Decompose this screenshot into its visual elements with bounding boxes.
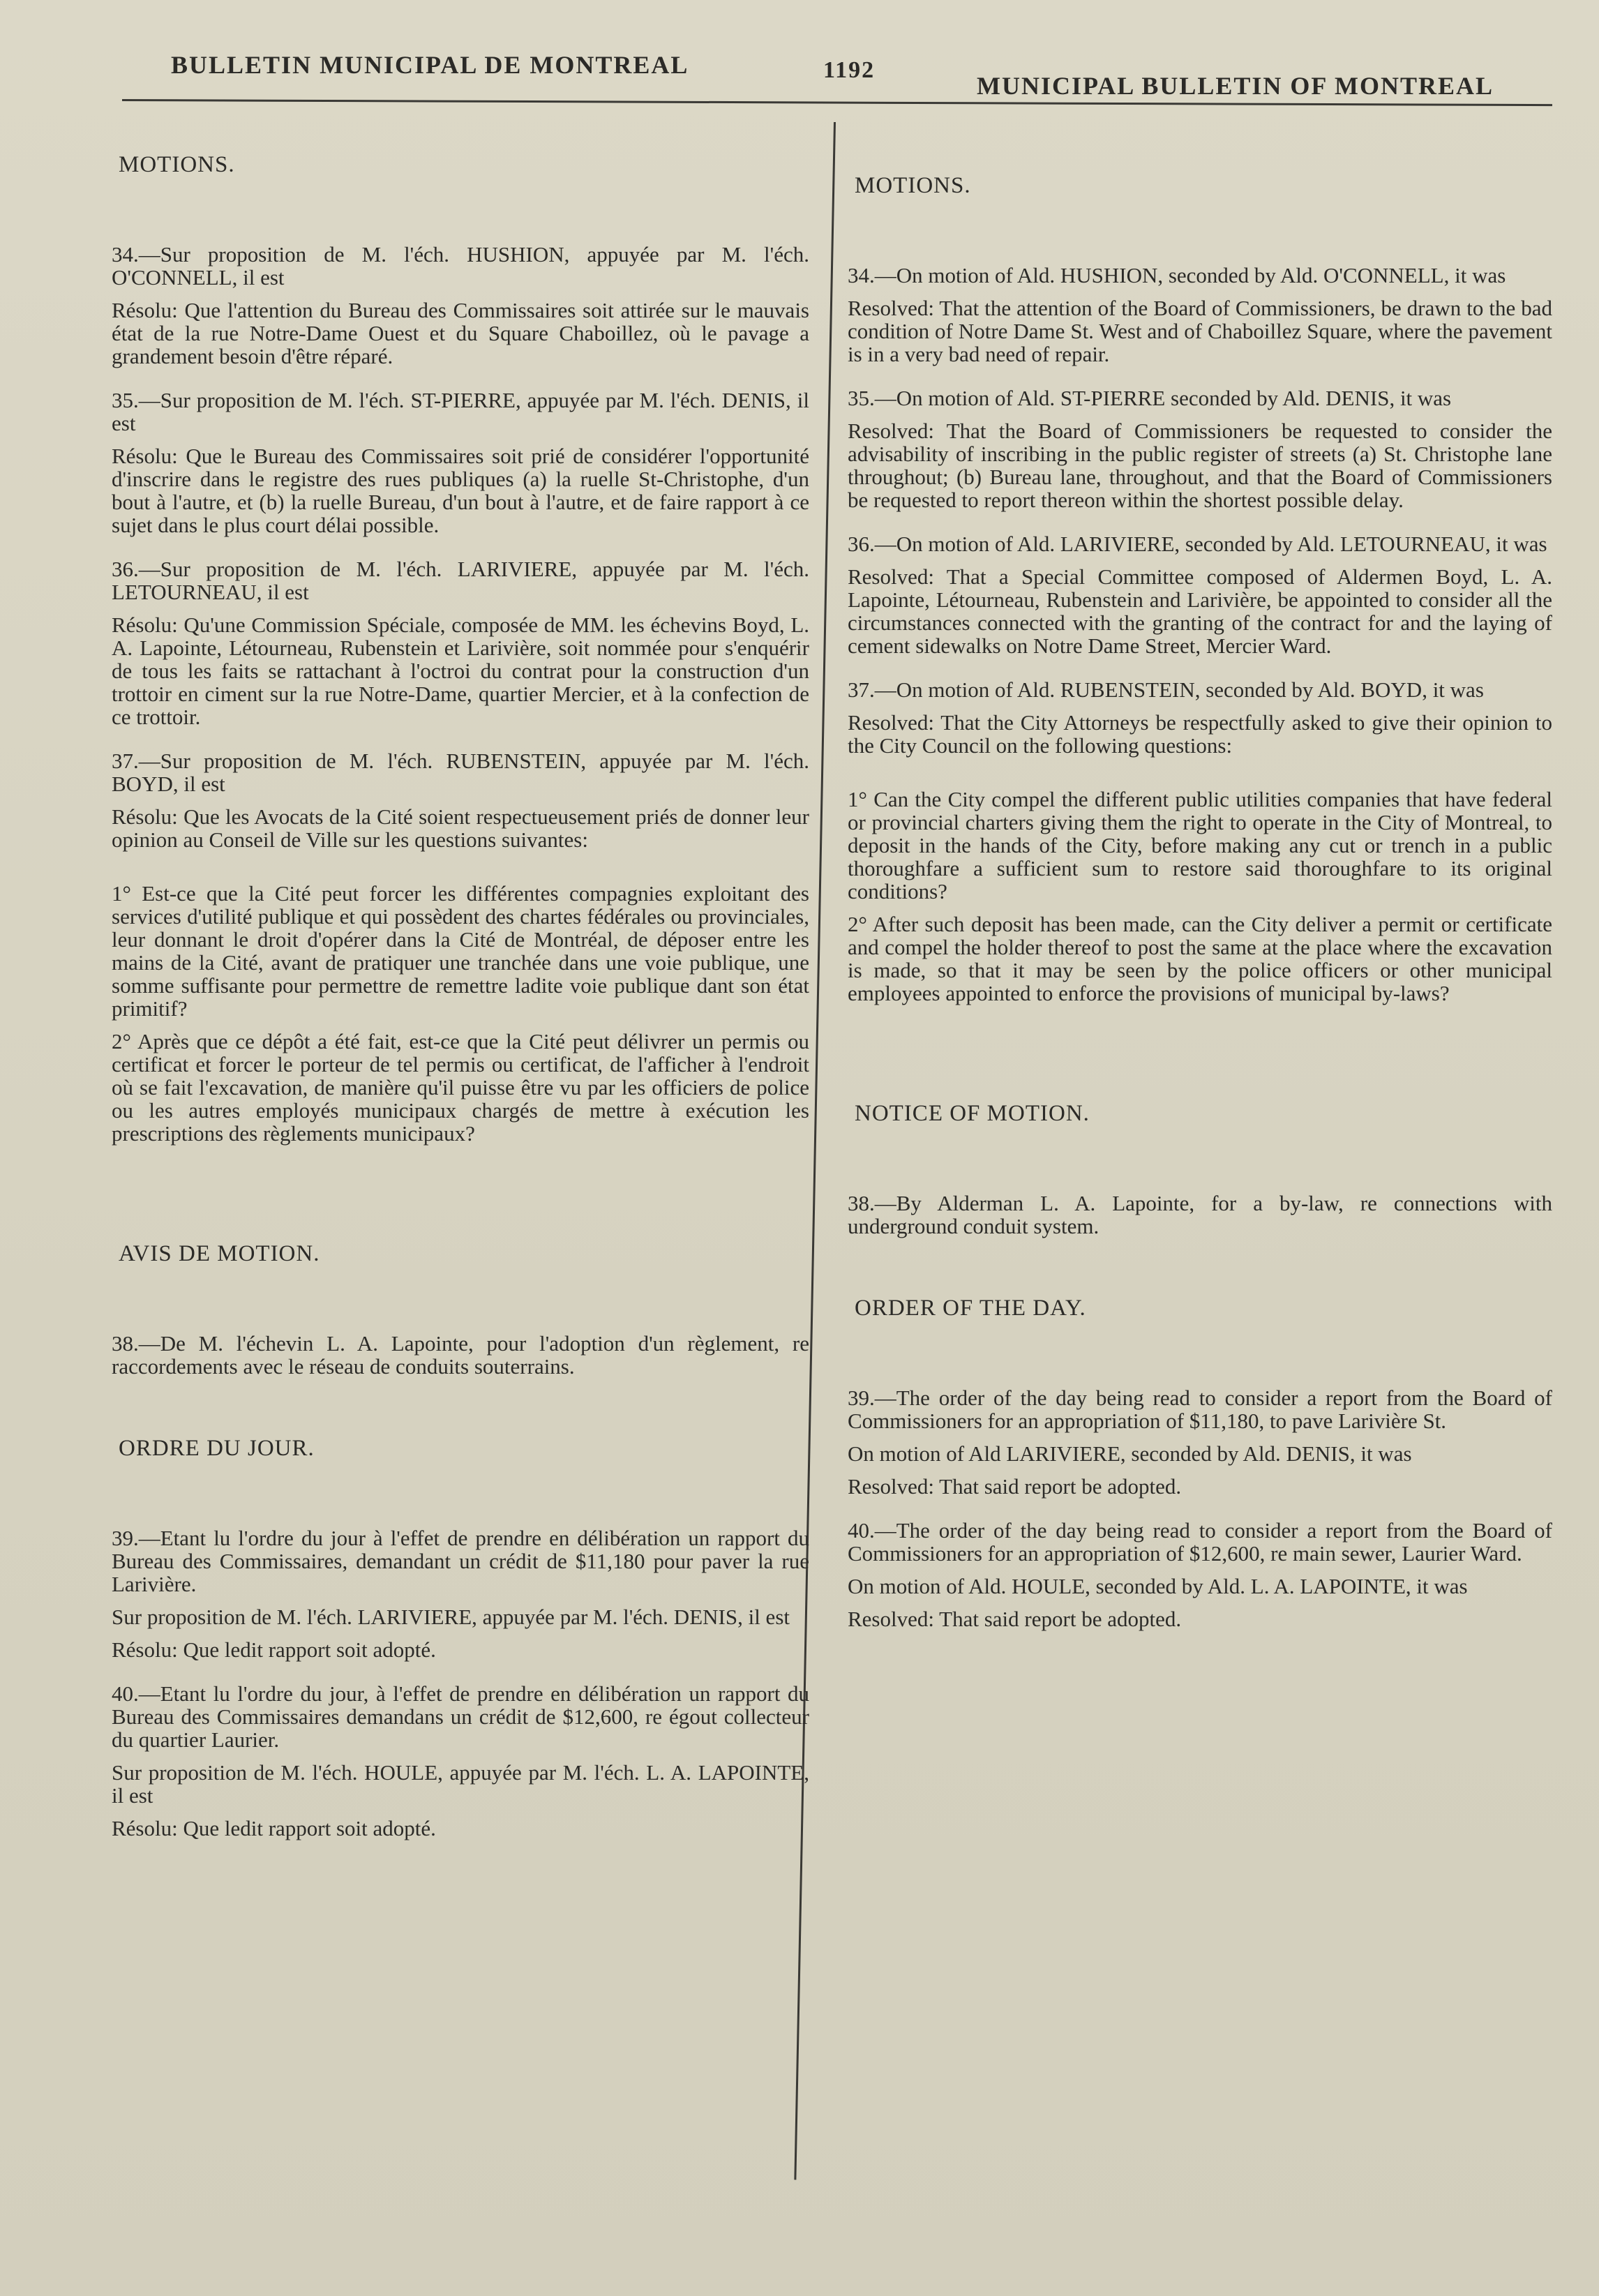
fr-m36-resolution: Résolu: Qu'une Commission Spéciale, composée de MM. les échevins Boyd, L. A. Lapointe, Létourneau, Rubenstein et Larivière, soit nommée pour s'enquérir de tous les faits se rattachant à l'octroi du contrat pour la construction d'un trottoir en ciment sur la rue Notre-Dame, quartier Mercier, et à la confection de ce trottoir. [112,613,809,729]
fr-m37-question-1: 1° Est-ce que la Cité peut forcer les différentes compagnies exploitant des services d'utilité publique et qui possèdent des chartes fédérales ou provinciales, leur donnant le droit d'opérer dans la Cité de Montréal, de déposer entre les mains de la Cité, avant de pratiquer une tranchée dans une voie publique, une somme suffisante pour permettre de remettre ladite voie publique dant son état primitif? [112,881,809,1021]
en-o40-resolution: Resolved: That said report be adopted. [848,1607,1182,1631]
en-m37-question-2: 2° After such deposit has been made, can the City deliver a permit or certificate and compel the holder thereof to post the same at the place where the excavation is made, so that it may be seen by the police officers or other municipal employees appointed to enforce the provisions of municipal by-laws? [848,912,1552,1005]
fr-order-40 [112,1682,809,1840]
fr-order-heading: ORDRE DU JOUR. [119,1436,315,1461]
en-o40-intro: 40.—The order of the day being read to consider a report from the Board of Commissioners for an appropriation of $12,600, re main sewer, Laurier Ward. [848,1518,1552,1566]
en-m37-resolution: Resolved: That the City Attorneys be respectfully asked to give their opinion to the City Council on the following questions: [848,710,1552,758]
en-order-39 [848,1386,1552,1498]
en-o39-intro: 39.—The order of the day being read to consider a report from the Board of Commissioners for an appropriation of $11,180, to pave Larivière St. [848,1386,1552,1433]
en-o39-resolution: Resolved: That said report be adopted. [848,1474,1182,1499]
fr-m34-intro: 34.—Sur proposition de M. l'éch. HUSHION, appuyée par M. l'éch. O'CONNELL, il est [112,242,809,290]
fr-notice-38 [112,1332,809,1378]
english-column [848,153,1552,1651]
header-left-title: BULLETIN MUNICIPAL DE MONTREAL [171,51,689,79]
fr-o39-intro: 39.—Etant lu l'ordre du jour à l'effet de prendre en délibération un rapport du Bureau des Commissaires, demandant un crédit de $11,180 pour paver la rue Larivière. [112,1526,809,1596]
fr-o40-motion: Sur proposition de M. l'éch. HOULE, appuyée par M. l'éch. L. A. LAPOINTE, il est [112,1760,809,1808]
fr-o40-resolution: Résolu: Que ledit rapport soit adopté. [112,1816,436,1840]
fr-m34-resolution: Résolu: Que l'attention du Bureau des Commissaires soit attirée sur le mauvais état de la rue Notre-Dame Ouest et du Square Chaboillez, où le pavage a grandement besoin d'être réparé. [112,298,809,368]
en-m37-question-1: 1° Can the City compel the different public utilities companies that have federal or provincial charters giving them the right to operate in the City of Montreal, to deposit in the hands of the City, before making any cut or trench in a public thoroughfare a sufficient sum to restore said thoroughfare to its original conditions? [848,787,1552,903]
en-m35-intro: 35.—On motion of Ald. ST-PIERRE seconded by Ald. DENIS, it was [848,386,1452,410]
en-order-40 [848,1519,1552,1630]
en-notice-heading: NOTICE OF MOTION. [855,1101,1090,1126]
fr-m36-intro: 36.—Sur proposition de M. l'éch. LARIVIERE, appuyée par M. l'éch. LETOURNEAU, il est [112,557,809,604]
en-order-heading: ORDER OF THE DAY. [855,1296,1086,1321]
en-motion-37 [848,678,1552,1005]
fr-motion-36 [112,557,809,728]
header-right-title: MUNICIPAL BULLETIN OF MONTREAL [977,72,1494,100]
en-motions-heading: MOTIONS. [855,173,971,198]
en-m34-intro: 34.—On motion of Ald. HUSHION, seconded by Ald. O'CONNELL, it was [848,263,1506,287]
fr-notice-heading: AVIS DE MOTION. [119,1241,320,1266]
fr-o39-resolution: Résolu: Que ledit rapport soit adopté. [112,1637,436,1662]
fr-m37-question-2: 2° Après que ce dépôt a été fait, est-ce que la Cité peut délivrer un permis ou certificat et forcer le porteur de tel permis ou certificat, de l'afficher à l'endroit où se fait l'excavation, de manière qu'il puisse être vu par les officiers de police ou les autres employés municipaux chargés de mettre à exécution les prescriptions des règlements municipaux? [112,1029,809,1146]
fr-m35-intro: 35.—Sur proposition de M. l'éch. ST-PIERRE, appuyée par M. l'éch. DENIS, il est [112,388,809,435]
en-motion-36 [848,532,1552,657]
en-m34-resolution: Resolved: That the attention of the Board of Commissioners, be drawn to the bad condition of Notre Dame St. West and of Chaboillez Square, where the pavement is in a very bad need of repair. [848,296,1552,366]
fr-motion-37 [112,749,809,1145]
en-motion-34 [848,264,1552,366]
fr-m37-intro: 37.—Sur proposition de M. l'éch. RUBENSTEIN, appuyée par M. l'éch. BOYD, il est [112,749,809,796]
fr-o39-motion: Sur proposition de M. l'éch. LARIVIERE, appuyée par M. l'éch. DENIS, il est [112,1605,790,1629]
fr-n38: 38.—De M. l'échevin L. A. Lapointe, pour l'adoption d'un règlement, re raccordements avec le réseau de conduits souterrains. [112,1331,809,1379]
page-header [0,0,1599,126]
fr-motion-34 [112,243,809,368]
en-m37-intro: 37.—On motion of Ald. RUBENSTEIN, seconded by Ald. BOYD, it was [848,677,1484,702]
en-notice-38 [848,1192,1552,1238]
fr-motion-35 [112,389,809,537]
en-motion-35 [848,387,1552,511]
fr-o40-intro: 40.—Etant lu l'ordre du jour, à l'effet de prendre en délibération un rapport du Bureau des Commissaires demandans un crédit de $12,600, re égout collecteur du quartier Laurier. [112,1681,809,1752]
fr-motions-heading: MOTIONS. [119,152,235,177]
fr-m35-resolution: Résolu: Que le Bureau des Commissaires soit prié de considérer l'opportunité d'inscrire dans le registre des rues publiques (a) la ruelle St-Christophe, d'un bout à l'autre, et (b) la ruelle Bureau, d'un bout à l'autre, et de faire rapport à ce sujet dans le plus court délai possible. [112,444,809,537]
french-column [112,153,809,1861]
fr-m37-resolution: Résolu: Que les Avocats de la Cité soient respectueusement priés de donner leur opinion au Conseil de Ville sur les questions suivantes: [112,804,809,852]
en-m36-resolution: Resolved: That a Special Committee composed of Aldermen Boyd, L. A. Lapointe, Létourneau, Rubenstein and Larivière, be appointed to consider all the circumstances connected with the granting of the contract for and the laying of cement sidewalks on Notre Dame Street, Mercier Ward. [848,564,1552,658]
en-o39-motion: On motion of Ald LARIVIERE, seconded by Ald. DENIS, it was [848,1441,1412,1466]
page-number: 1192 [823,57,876,83]
en-m35-resolution: Resolved: That the Board of Commissioners be requested to consider the advisability of inscribing in the public register of streets (a) St. Christophe lane throughout; (b) Bureau lane, throughout, and that the Board of Commissioners be requested to report thereon within the shortest possible delay. [848,419,1552,512]
en-m36-intro: 36.—On motion of Ald. LARIVIERE, seconded by Ald. LETOURNEAU, it was [848,532,1547,556]
fr-order-39 [112,1526,809,1661]
en-o40-motion: On motion of Ald. HOULE, seconded by Ald. L. A. LAPOINTE, it was [848,1574,1468,1598]
en-n38: 38.—By Alderman L. A. Lapointe, for a by-law, re connections with underground conduit system. [848,1191,1552,1238]
